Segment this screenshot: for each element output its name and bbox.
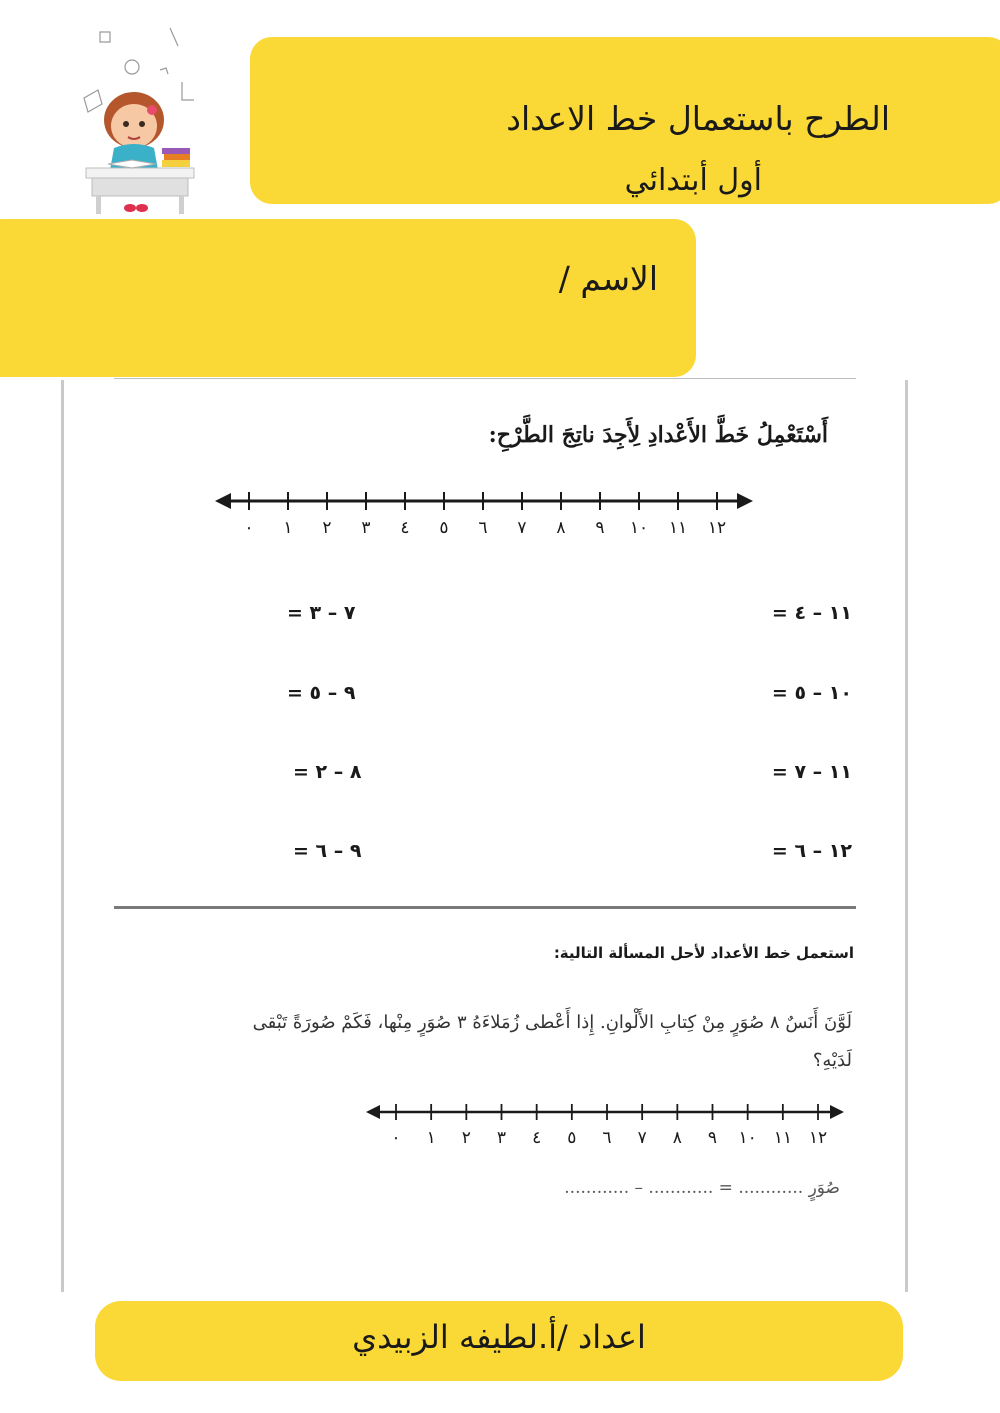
title-banner xyxy=(250,37,1000,204)
equation-r1: ١١ – ٤ = xyxy=(771,602,852,624)
nl1-label-3: ٣ xyxy=(361,518,371,538)
worksheet-title: الطرح باستعمال خط الاعداد xyxy=(506,99,890,138)
nl2-label-9: ٩ xyxy=(707,1128,718,1148)
nl1-label-1: ١ xyxy=(283,518,293,538)
section2-instruction: استعمل خط الأعداد لأحل المسألة التالية: xyxy=(553,944,854,962)
sheet-right-edge xyxy=(905,380,908,1292)
answer-template[interactable]: صُوَرٍ ............ = ............ – ............ xyxy=(564,1178,840,1198)
nl2-label-12: ١٢ xyxy=(808,1128,828,1148)
nl1-label-10: ١٠ xyxy=(629,518,649,538)
section1-instruction: أَسْتَعْمِلُ خَطَّ الأَعْدادِ لِأَجِدَ ناتِجَ الطَّرْحِ: xyxy=(488,422,828,448)
number-line-1-labels xyxy=(215,518,755,544)
number-line-2-labels xyxy=(366,1128,846,1152)
equation-l2: ٩ – ٥ = xyxy=(287,682,356,704)
nl1-label-7: ٧ xyxy=(517,518,527,538)
nl2-label-2: ٢ xyxy=(461,1128,471,1148)
word-problem-line2: لَدَيْهِ؟ xyxy=(812,1050,852,1071)
nl1-label-4: ٤ xyxy=(400,518,410,538)
nl2-label-7: ٧ xyxy=(637,1128,647,1148)
nl2-label-0: ٠ xyxy=(391,1128,401,1148)
nl1-label-0: ٠ xyxy=(244,518,254,538)
nl1-label-9: ٩ xyxy=(595,518,605,538)
girl-at-desk-illustration xyxy=(70,20,210,220)
nl2-label-10: ١٠ xyxy=(738,1128,757,1148)
sheet-top-rule xyxy=(114,378,856,379)
nl1-label-2: ٢ xyxy=(322,518,332,538)
nl2-label-8: ٨ xyxy=(672,1128,682,1148)
author-banner xyxy=(95,1301,903,1381)
nl1-label-12: ١٢ xyxy=(707,518,727,538)
section-divider xyxy=(114,906,856,909)
sheet-left-edge xyxy=(61,380,64,1292)
equation-r3: ١١ – ٧ = xyxy=(771,761,852,783)
author-label: اعداد /أ.لطيفه الزبيدي xyxy=(352,1318,646,1356)
number-line-1 xyxy=(215,486,755,516)
nl2-label-4: ٤ xyxy=(532,1128,542,1148)
grade-label: أول أبتدائي xyxy=(624,163,762,198)
nl2-label-1: ١ xyxy=(426,1128,436,1148)
equation-l4: ٩ – ٦ = xyxy=(293,840,362,862)
nl2-label-11: ١١ xyxy=(773,1128,792,1148)
word-problem-line1: لَوَّنَ أَنَسٌ ٨ صُوَرٍ مِنْ كِتابِ الأَلْوانِ. إِذا أَعْطى زُمَلاءَهُ ٣ صُوَرٍ مِنْها، فَكَمْ صُورَةً تَبْقى xyxy=(252,1012,852,1033)
equation-r4: ١٢ – ٦ = xyxy=(771,840,852,862)
name-label: الاسم / xyxy=(558,259,658,298)
name-banner xyxy=(0,219,696,377)
nl2-label-5: ٥ xyxy=(567,1128,577,1148)
nl1-label-5: ٥ xyxy=(439,518,449,538)
nl2-label-3: ٣ xyxy=(496,1128,507,1148)
number-line-2 xyxy=(366,1098,846,1126)
equation-l3: ٨ – ٢ = xyxy=(293,761,362,783)
nl1-label-11: ١١ xyxy=(668,518,688,538)
equation-l1: ٧ – ٣ = xyxy=(287,602,356,624)
equation-r2: ١٠ – ٥ = xyxy=(771,682,852,704)
nl1-label-6: ٦ xyxy=(478,518,488,538)
nl1-label-8: ٨ xyxy=(556,518,566,538)
nl2-label-6: ٦ xyxy=(602,1128,612,1148)
